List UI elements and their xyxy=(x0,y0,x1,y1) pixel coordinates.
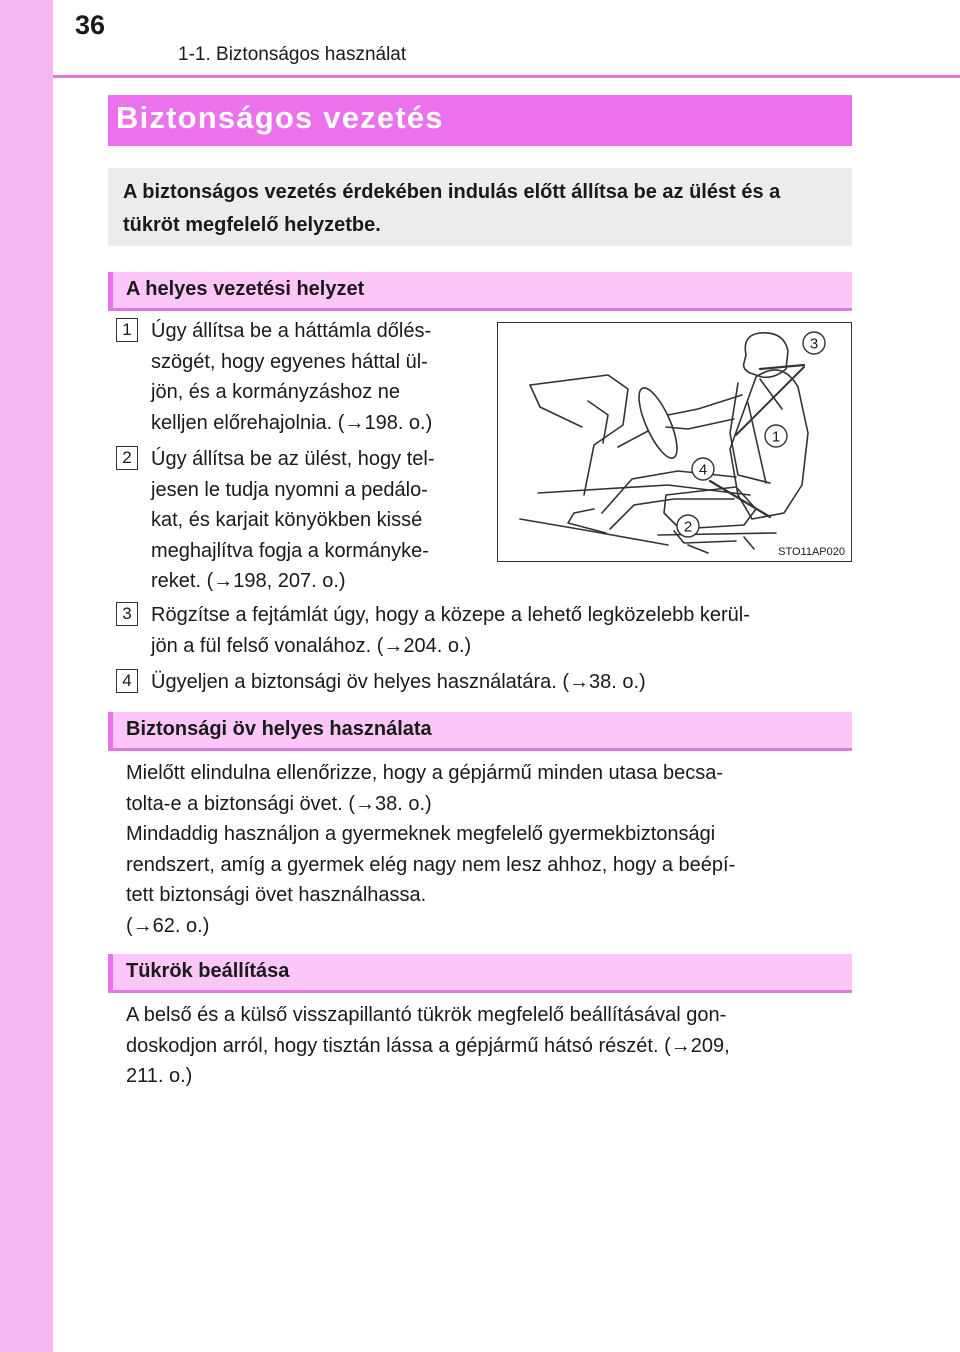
item-number-box: 4 xyxy=(116,669,138,693)
text-line: jesen le tudja nyomni a pedálo- xyxy=(151,478,428,501)
page-number: 36 xyxy=(75,10,106,40)
text-line: rendszert, amíg a gyermek elég nagy nem lesz ahhoz, hogy a beépí- xyxy=(126,853,736,876)
driving-position-figure xyxy=(497,322,852,562)
section-heading-seatbelt xyxy=(108,712,852,751)
side-tab xyxy=(0,0,53,1352)
text-line: szögét, hogy egyenes háttal ül- xyxy=(151,350,428,373)
heading-accent xyxy=(108,954,113,990)
item-number-box: 3 xyxy=(116,602,138,626)
text-line: tett biztonsági övet használhassa. xyxy=(126,884,427,906)
title-bar xyxy=(108,95,852,146)
section-heading-text: Tükrök beállítása xyxy=(126,960,290,982)
text-line: reket. (→198, 207. o.) xyxy=(151,570,346,592)
item-number-box: 2 xyxy=(116,446,138,470)
text-line: Ügyeljen a biztonsági öv helyes használatára. (→38. o.) xyxy=(151,671,646,693)
text-line: doskodjon arról, hogy tisztán lássa a gépjármű hátsó részét. (→209, xyxy=(126,1034,730,1057)
text-line: Mielőtt elindulna ellenőrizze, hogy a gépjármű minden utasa becsa- xyxy=(126,762,724,784)
callout-1: 1 xyxy=(771,428,781,446)
item-2-text xyxy=(151,444,434,597)
text-line: meghajlítva fogja a kormányke- xyxy=(151,539,429,562)
text-line: jön a fül felső vonalához. (→204. o.) xyxy=(151,634,472,657)
section-heading-mirrors xyxy=(108,954,852,993)
callout-4: 4 xyxy=(698,461,708,479)
intro-text: A biztonságos vezetés érdekében indulás előtt állítsa be az ülést és a tükröt megfelelő helyzetbe. xyxy=(123,181,781,236)
text-line: (→62. o.) xyxy=(126,914,210,937)
item-3-text xyxy=(151,600,750,661)
section-heading-text: A helyes vezetési helyzet xyxy=(126,278,365,300)
text-line: Úgy állítsa be az ülést, hogy tel- xyxy=(151,448,435,470)
mirrors-paragraph xyxy=(126,1000,848,1092)
figure-code: STO11AP020 xyxy=(778,546,845,558)
driver-seat-illustration xyxy=(498,323,851,561)
heading-accent xyxy=(108,712,113,748)
heading-accent xyxy=(108,272,113,308)
text-line: tolta-e a biztonsági övet. (→38. o.) xyxy=(126,792,432,815)
item-4-text xyxy=(151,667,646,698)
text-line: kelljen előrehajolnia. (→198. o.) xyxy=(151,411,433,434)
text-line: Rögzítse a fejtámlát úgy, hogy a közepe a lehető legközelebb kerül- xyxy=(151,604,750,626)
callout-2: 2 xyxy=(683,518,693,536)
text-line: kat, és karjait könyökben kissé xyxy=(151,509,423,531)
section-heading-text: Biztonsági öv helyes használata xyxy=(126,718,432,740)
callout-3: 3 xyxy=(809,335,819,353)
header-rule xyxy=(53,75,960,78)
text-line: A belső és a külső visszapillantó tükrök megfelelő beállításával gon- xyxy=(126,1004,727,1026)
item-1-text xyxy=(151,316,432,438)
seatbelt-paragraph xyxy=(126,758,848,941)
text-line: jön, és a kormányzáshoz ne xyxy=(151,381,401,403)
text-line: Mindaddig használjon a gyermeknek megfelelő gyermekbiztonsági xyxy=(126,823,716,845)
intro-box xyxy=(108,168,852,246)
running-head: 1-1. Biztonságos használat xyxy=(178,44,407,65)
text-line: Úgy állítsa be a háttámla dőlés- xyxy=(151,320,432,342)
section-heading-driving-position xyxy=(108,272,852,311)
page-title: Biztonságos vezetés xyxy=(116,100,444,135)
text-line: 211. o.) xyxy=(126,1065,193,1087)
item-number-box: 1 xyxy=(116,318,138,342)
